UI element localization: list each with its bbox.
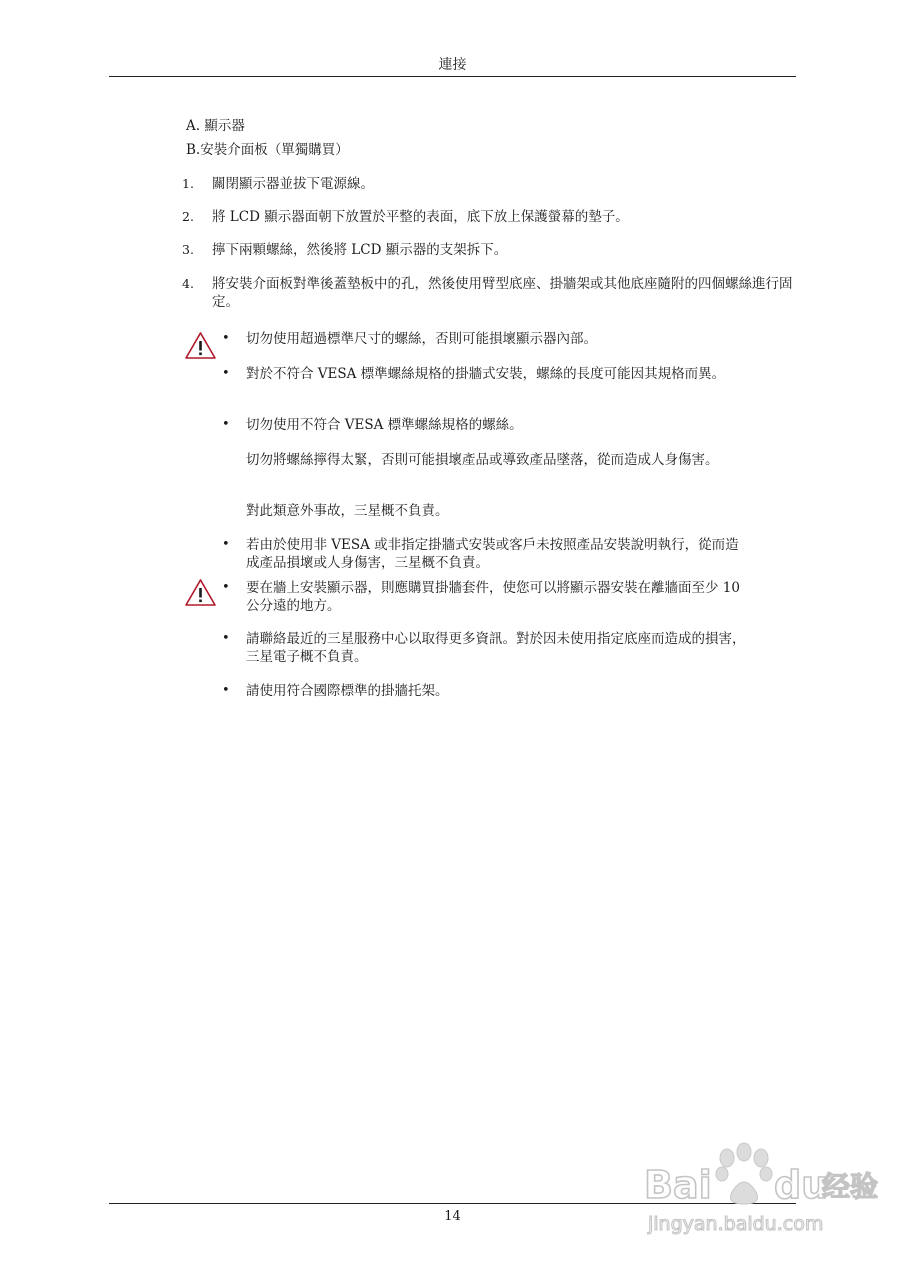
warning-item: 要在牆上安裝顯示器，則應購買掛牆套件，使您可以將顯示器安裝在離牆面至少 10 公分遠的地方。 <box>246 580 740 614</box>
warning-note: 切勿將螺絲擰得太緊，否則可能損壞產品或導致產品墜落，從而造成人身傷害。 <box>246 452 719 468</box>
warning-icon <box>184 578 217 607</box>
page-number: 14 <box>444 1209 461 1224</box>
page-header-title: 連接 <box>438 57 467 73</box>
header-divider <box>109 76 796 77</box>
warning-item: 請使用符合國際標準的掛牆托架。 <box>246 683 449 699</box>
warning-item: 對於不符合 VESA 標準螺絲規格的掛牆式安裝，螺絲的長度可能因其規格而異。 <box>246 366 726 382</box>
bullet: • <box>222 683 230 698</box>
step-number: 2. <box>182 209 194 224</box>
warning-item: 若由於使用非 VESA 或非指定掛牆式安裝或客戶未按照產品安裝說明執行，從而造成產品損壞或人身傷害，三星概不負責。 <box>246 537 739 571</box>
svg-text:Bai: Bai <box>644 1163 712 1207</box>
warning-icon <box>184 331 217 360</box>
step-text: 擰下兩顆螺絲，然後將 LCD 顯示器的支架拆下。 <box>212 242 508 258</box>
step-text: 將 LCD 顯示器面朝下放置於平整的表面，底下放上保護螢幕的墊子。 <box>212 209 629 225</box>
part-a: A. 顯示器 <box>186 118 245 134</box>
part-b: B.安裝介面板（單獨購買） <box>186 142 349 158</box>
step-number: 1. <box>182 176 194 191</box>
step-number: 3. <box>182 242 194 257</box>
step-number: 4. <box>182 276 194 291</box>
step-text: 關閉顯示器並拔下電源線。 <box>212 176 374 192</box>
svg-text:jingyan.baidu.com: jingyan.baidu.com <box>648 1213 824 1235</box>
step-text: 將安裝介面板對準後蓋墊板中的孔，然後使用臂型底座、掛牆架或其他底座隨附的四個螺絲進行固定。 <box>212 276 793 310</box>
warning-item: 請聯絡最近的三星服務中心以取得更多資訊。對於因未使用指定底座而造成的損害，三星電子概不負責。 <box>246 631 746 665</box>
svg-text:经验: 经验 <box>822 1170 879 1203</box>
warning-item: 切勿使用超過標準尺寸的螺絲，否則可能損壞顯示器內部。 <box>246 331 597 347</box>
bullet: • <box>222 417 230 432</box>
bullet: • <box>222 366 230 381</box>
svg-text:du: du <box>774 1163 829 1207</box>
bullet: • <box>222 631 230 646</box>
warning-note: 對此類意外事故，三星概不負責。 <box>246 503 449 519</box>
warning-item: 切勿使用不符合 VESA 標準螺絲規格的螺絲。 <box>246 417 523 433</box>
baidu-watermark-logo <box>622 1138 882 1248</box>
bullet: • <box>222 331 230 346</box>
bullet: • <box>222 537 230 552</box>
bullet: • <box>222 580 230 595</box>
